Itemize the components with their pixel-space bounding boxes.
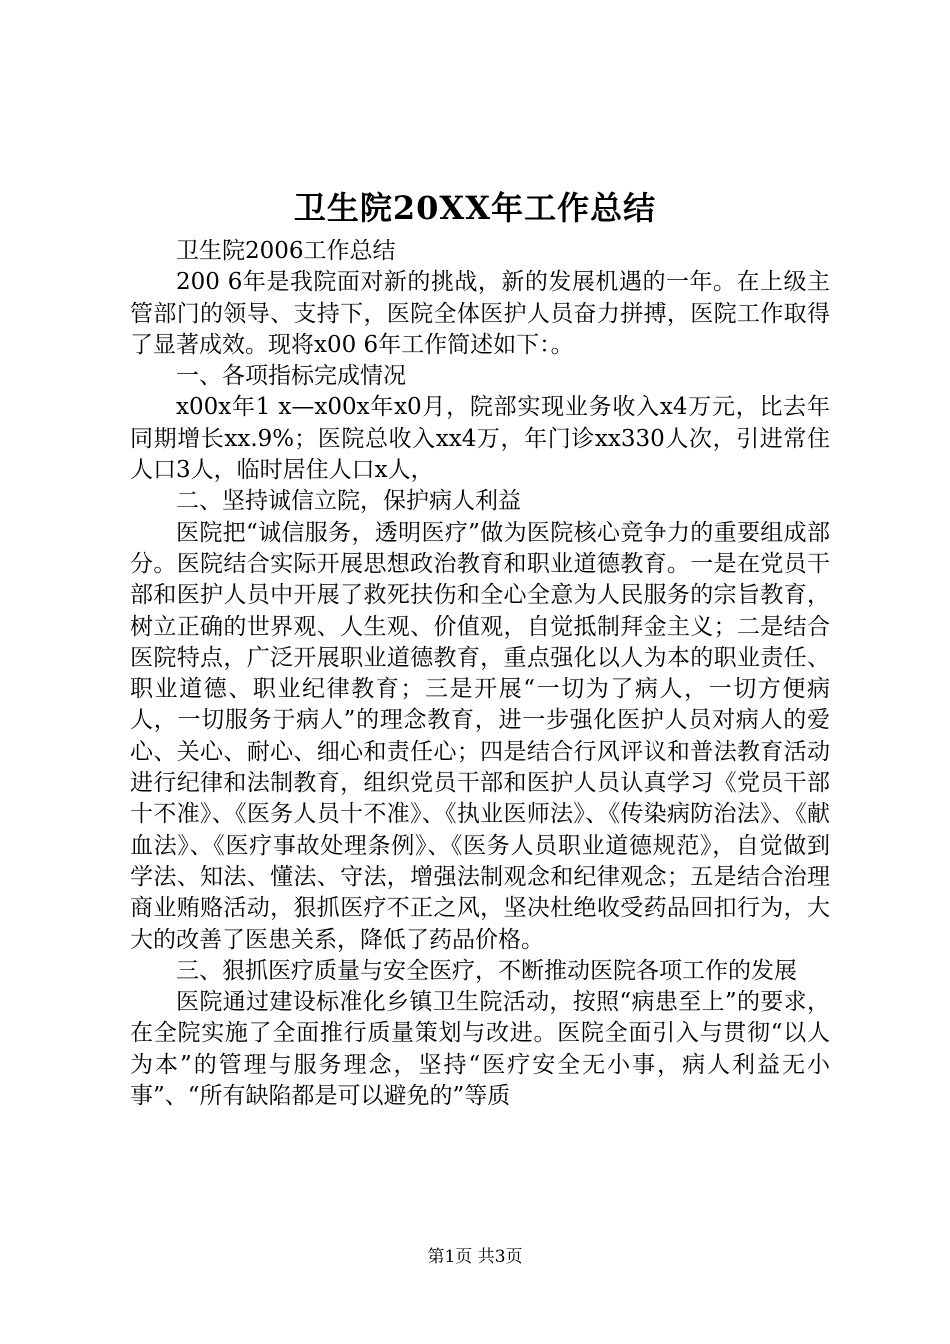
paragraph-quality: 医院通过建设标准化乡镇卫生院活动，按照“病患至上”的要求，在全院实施了全面推行质量策划与改进。医院全面引入与贯彻“以人为本”的管理与服务理念，坚持“医疗安全无小事，病人利益无小事”、“所有缺陷都是可以避免的”等质 — [130, 989, 830, 1110]
paragraph-integrity: 医院把“诚信服务，透明医疗”做为医院核心竞争力的重要组成部分。医院结合实际开展思想政治教育和职业道德教育。一是在党员干部和医护人员中开展了救死扶伤和全心全意为人民服务的宗旨教育，树立正确的世界观、人生观、价值观，自觉抵制拜金主义；二是结合医院特点，广泛开展职业道德教育，重点强化以人为本的职业责任、职业道德、职业纪律教育；三是开展“一切为了病人，一切方便病人，一切服务于病人”的理念教育，进一步强化医护人员对病人的爱心、关心、耐心、细心和责任心；四是结合行风评议和普法教育活动进行纪律和法制教育，组织党员干部和医护人员认真学习《党员干部十不准》、《医务人员十不准》、《执业医师法》、《传染病防治法》、《献血法》、《医疗事故处理条例》、《医务人员职业道德规范》，自觉做到学法、知法、懂法、守法，增强法制观念和纪律观念；五是结合治理商业贿赂活动，狠抓医疗不正之风，坚决杜绝收受药品回扣行为，大大的改善了医患关系，降低了药品价格。 — [130, 519, 830, 953]
paragraph-indicators: x00x年1 x—x00x年x0月，院部实现业务收入x4万元，比去年同期增长xx.9%；医院总收入xx4万，年门诊xx330人次，引进常住人口3人，临时居住人口x人， — [130, 394, 830, 484]
section-heading-1: 一、各项指标完成情况 — [176, 363, 406, 390]
paragraph-subtitle: 卫生院2006工作总结 — [176, 238, 396, 264]
section-heading-2: 二、坚持诚信立院，保护病人利益 — [176, 488, 521, 515]
section-heading-3: 三、狠抓医疗质量与安全医疗，不断推动医院各项工作的发展 — [176, 957, 797, 984]
document-title: 卫生院20XX年工作总结 — [293, 189, 657, 227]
document-body — [130, 236, 830, 1112]
page-footer: 第1页 共3页 — [427, 1247, 523, 1267]
paragraph-intro: 200 6年是我院面对新的挑战，新的发展机遇的一年。在上级主管部门的领导、支持下，医院全体医护人员奋力拼搏，医院工作取得了显著成效。现将x00 6年工作简述如下：。 — [130, 269, 830, 358]
